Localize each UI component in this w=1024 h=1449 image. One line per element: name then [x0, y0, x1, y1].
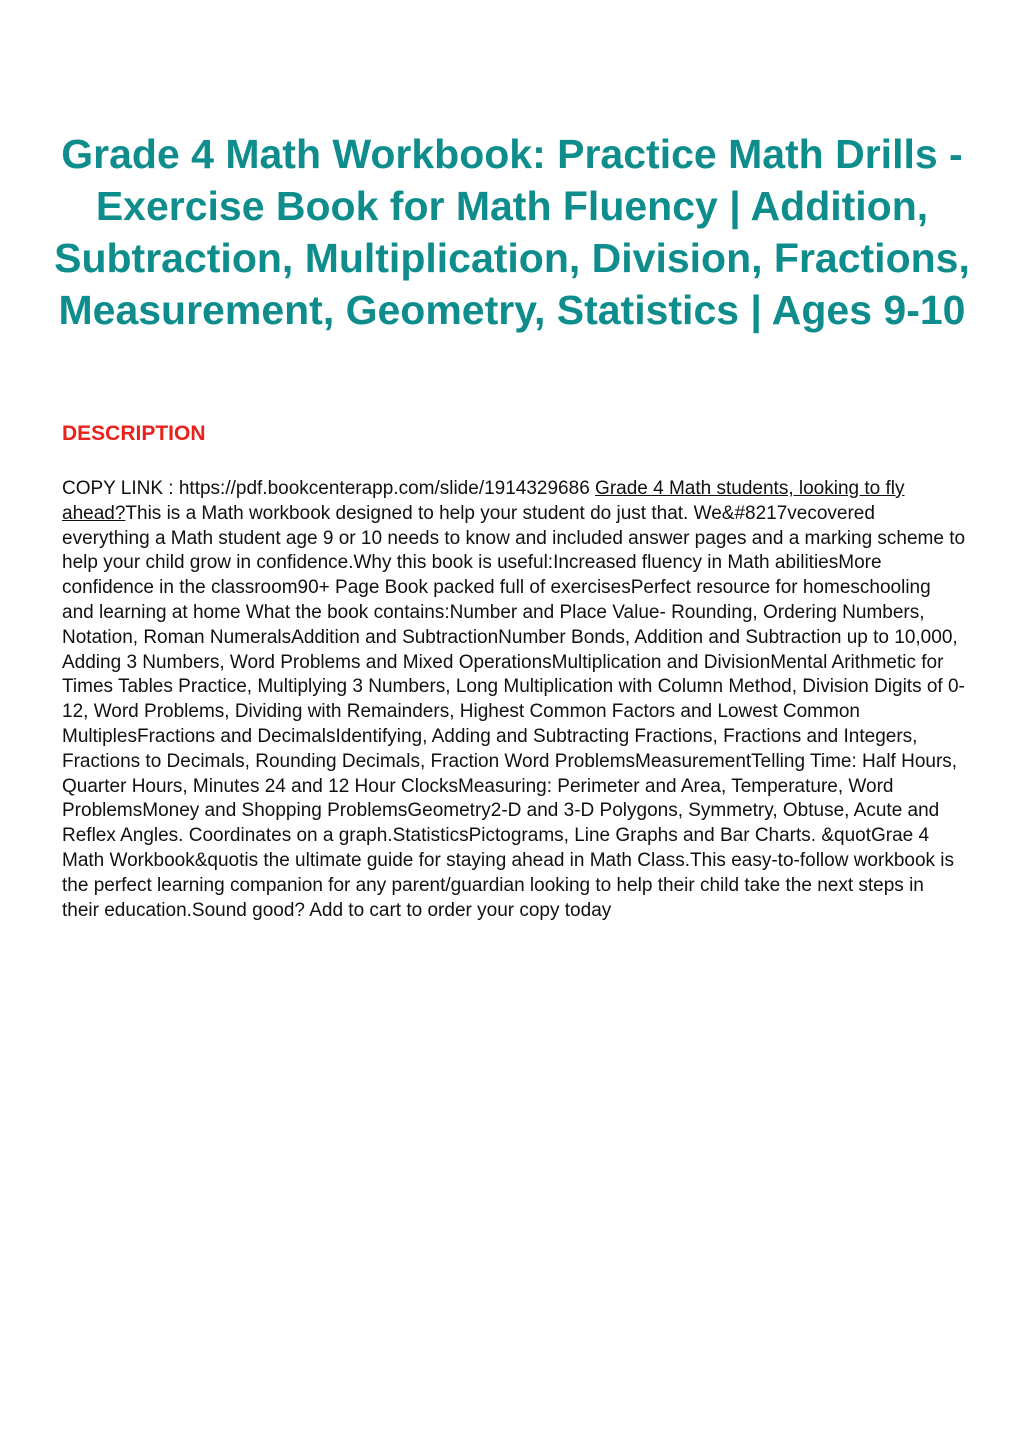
description-heading: DESCRIPTION — [62, 422, 206, 445]
copy-link-text: COPY LINK : https://pdf.bookcenterapp.com/slide/1914329686 — [62, 478, 596, 499]
document-title: Grade 4 Math Workbook: Practice Math Drills - Exercise Book for Math Fluency | Addition, Subtraction, Multiplication, Division, Fractions, Measurement, Geometry, Statistics | Ages 9-10 — [54, 131, 970, 333]
book-link[interactable]: Grade 4 Math students, looking to fly ahead? — [62, 478, 905, 524]
description-paragraph — [62, 477, 966, 923]
description-body: This is a Math workbook designed to help your student do just that. We&#8217vecovered everything a Math student age 9 or 10 needs to know and included answer pages and a marking scheme to help your child grow in confidence.Why this book is useful:Increased fluency in Math abilitiesMore confidence in the classroom90+ Page Book packed full of exercisesPerfect resource for homeschooling and learning at home What the book contains:Number and Place Value- Rounding, Ordering Numbers, Notation, Roman NumeralsAddition and SubtractionNumber Bonds, Addition and Subtraction up to 10,000, Adding 3 Numbers, Word Problems and Mixed OperationsMultiplication and DivisionMental Arithmetic for Times Tables Practice, Multiplying 3 Numbers, Long Multiplication with Column Method, Division Digits of 0-12, Word Problems, Dividing with Remainders, Highest Common Factors and Lowest Common MultiplesFractions and DecimalsIdentifying, Adding and Subtracting Fractions, Fractions and Integers, Fractions to Decimals, Rounding Decimals, Fraction Word ProblemsMeasurementTelling Time: Half Hours, Quarter Hours, Minutes 24 and 12 Hour ClocksMeasuring: Perimeter and Area, Temperature, Word ProblemsMoney and Shopping ProblemsGeometry2-D and 3-D Polygons, Symmetry, Obtuse, Acute and Reflex Angles. Coordinates on a graph.StatisticsPictograms, Line Graphs and Bar Charts. &quotGrae 4 Math Workbook&quotis the ultimate guide for staying ahead in Math Class.This easy-to-follow workbook is the perfect learning companion for any parent/guardian looking to help their child take the next steps in their education.Sound good? Add to cart to order your copy today — [62, 502, 966, 921]
